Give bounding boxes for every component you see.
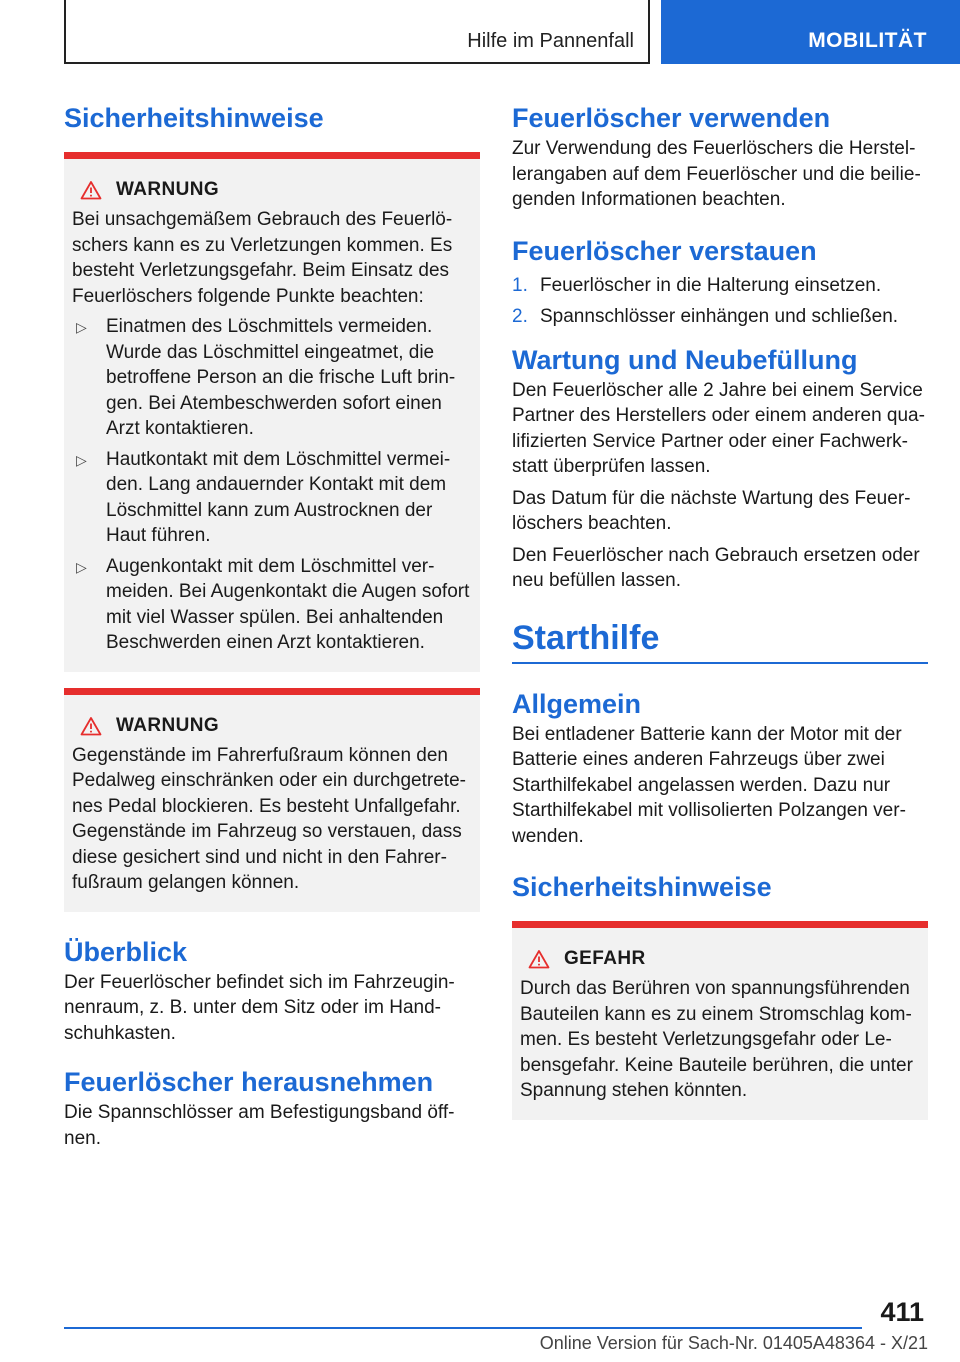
warning-title-1: WARNUNG — [72, 177, 472, 203]
general-text: Bei entladener Batterie kann der Motor mit der Batterie eines anderen Fahrzeugs über zwei Starthilfekabel angelassen werden. Dazu nur Starthilfekabel mit vollisolierten Polzangen verwenden. — [512, 723, 906, 847]
list-item: ▷ Augenkontakt mit dem Löschmittel vermeiden. Bei Augenkontakt die Augen sofort mit viel Wasser spülen. Bei anhaltenden Beschwerden einen Arzt kontaktieren. — [76, 555, 470, 653]
remove-text: Die Spannschlösser am Befestigungsband öffnen. — [64, 1102, 455, 1149]
heading-safety: Sicherheitshinweise — [64, 103, 324, 133]
warning-text-1: Bei unsachgemäßem Gebrauch des Feuerlöschers kann es zu Verletzungen kommen. Es besteht Verletzungsgefahr. Beim Einsatz des Feuerlöschers folgende Punkte beachten: — [72, 209, 453, 307]
bullet-triangle-icon: ▷ — [76, 451, 87, 468]
list-item: 1. Feuerlöscher in die Halterung einsetzen. — [512, 274, 882, 296]
warning-bullet-list — [72, 314, 472, 656]
use-text: Zur Verwendung des Feuerlöschers die Herstellerangaben auf dem Feuerlöscher und die beiliegenden Informationen beachten. — [512, 138, 921, 210]
warning-icon — [528, 949, 550, 969]
footer-rule — [64, 1327, 862, 1329]
header-section-label: Hilfe im Pannenfall — [467, 30, 634, 52]
heading-general: Allgemein — [512, 688, 642, 719]
maintenance-text-1: Den Feuerlöscher alle 2 Jahre bei einem Service Partner des Herstellers oder einem anderen qualifizierten Service Partner oder einer Fachwerkstatt überprüfen lassen. — [512, 379, 925, 477]
bullet-triangle-icon: ▷ — [76, 558, 87, 575]
stow-steps — [512, 273, 928, 330]
heading-safety-2: Sicherheitshinweise — [512, 872, 772, 902]
warning-box-2 — [64, 688, 480, 912]
list-item: 2. Spannschlösser einhängen und schließen. — [512, 306, 899, 327]
warning-icon — [80, 716, 102, 736]
heading-stow: Feuerlöscher verstauen — [512, 235, 817, 266]
header-section-tab — [64, 0, 650, 64]
danger-text: Durch das Berühren von spannungsführenden Bauteilen kann es zu einem Stromschlag kommen. Es besteht Verletzungsgefahr oder Lebensgefahr. Keine Bauteile berühren, die unter Spannung stehen könnten. — [520, 978, 913, 1101]
danger-box — [512, 921, 928, 1120]
list-item: ▷ Einatmen des Löschmittels vermeiden. Wurde das Löschmittel eingeatmet, die betroffene Person an die frische Luft bringen. Bei Atembeschwerden sofort einen Arzt kontaktieren. — [76, 316, 456, 439]
header-chapter-label: MOBILITÄT — [808, 29, 927, 52]
page-number: 411 — [880, 1297, 924, 1327]
maintenance-text-3: Den Feuerlöscher nach Gebrauch ersetzen oder neu befüllen lassen. — [512, 544, 920, 591]
right-column — [512, 100, 928, 1120]
heading-jump-start: Starthilfe — [512, 618, 660, 657]
warning-title-2: WARNUNG — [72, 713, 472, 739]
overview-text: Der Feuerlöscher befindet sich im Fahrzeuginnenraum, z. B. unter dem Sitz oder im Handschuhkasten. — [64, 971, 455, 1044]
heading-rule — [512, 662, 928, 664]
warning-icon — [80, 180, 102, 200]
header-chapter-tab — [661, 0, 960, 64]
heading-use: Feuerlöscher verwenden — [512, 103, 831, 133]
list-item: ▷ Hautkontakt mit dem Löschmittel vermeiden. Lang andauernder Kontakt mit dem Löschmittel kann zum Austrocknen der Haut führen. — [76, 448, 451, 546]
footer-version-text: Online Version für Sach-Nr. 01405A48364 - X/21 — [539, 1333, 928, 1353]
danger-title: GEFAHR — [520, 946, 920, 972]
left-column — [64, 100, 480, 1151]
bullet-triangle-icon: ▷ — [76, 319, 87, 335]
warning-box-1 — [64, 152, 480, 672]
maintenance-text-2: Das Datum für die nächste Wartung des Feuerlöschers beachten. — [512, 487, 911, 534]
heading-remove: Feuerlöscher herausnehmen — [64, 1067, 434, 1097]
heading-overview: Überblick — [64, 936, 188, 967]
warning-text-2: Gegenstände im Fahrerfußraum können den Pedalweg einschränken oder ein durchgetretenes Pedal blockieren. Es besteht Unfallgefahr. Gegenstände im Fahrzeug so verstauen, dass diese gesichert sind und nicht in den Fahrerfußraum gelangen können. — [72, 744, 466, 893]
heading-maintenance: Wartung und Neubefüllung — [512, 344, 858, 375]
